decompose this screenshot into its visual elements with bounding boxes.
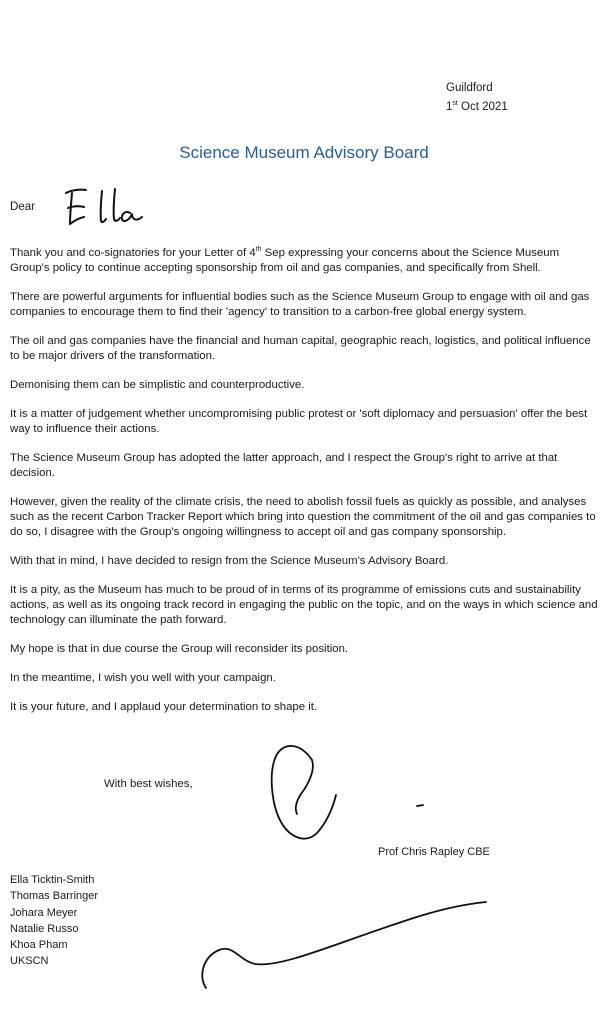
body-paragraph: Thank you and co-signatories for your Letter of 4th Sep expressing your concerns about the Science Museum Group's policy to continue accepting sponsorship from oil and gas companies, and specifically from Shell. xyxy=(10,246,560,274)
recipient-name: Thomas Barringer xyxy=(10,890,99,903)
recipient-name: Ella Ticktin-Smith xyxy=(10,874,95,886)
letter-title: Science Museum Advisory Board xyxy=(179,143,429,162)
body-paragraph: With that in mind, I have decided to resign from the Science Museum's Advisory Board. xyxy=(10,554,449,567)
date-suffix: st xyxy=(452,100,458,107)
recipients-list xyxy=(10,872,98,970)
letter-date xyxy=(446,96,508,115)
salutation: Dear xyxy=(10,201,35,213)
sender-address-block xyxy=(446,80,508,115)
body-paragraph: The oil and gas companies have the financial and human capital, geographic reach, logistics, and political influence to be major drivers of the transformation. xyxy=(10,334,591,362)
letter-body xyxy=(10,242,600,729)
recipient-name: Johara Meyer xyxy=(10,906,78,919)
body-paragraph: It is a pity, as the Museum has much to be proud of in terms of its programme of emissions cuts and sustainability actions, as well as its ongoing track record in engaging the public on the topic, and on the ways in which science and technology can illuminate the path forward. xyxy=(10,583,598,626)
signatory-name: Prof Chris Rapley CBE xyxy=(378,846,490,858)
body-paragraph: It is a matter of judgement whether uncompromising public protest or 'soft diplomacy and persuasion' offer the best way to influence their actions. xyxy=(10,407,588,435)
recipient-name: UKSCN xyxy=(10,955,49,968)
date-day: 1 xyxy=(446,100,453,113)
recipient-name: Natalie Russo xyxy=(10,922,79,935)
body-paragraph: However, given the reality of the climate crisis, the need to abolish fossil fuels as quickly as possible, and analyses such as the recent Carbon Tracker Report which bring into question the commitment of the oil and gas companies to do so, I disagree with the Group's ongoing willingness to accept oil and gas company sponsorship. xyxy=(10,495,596,538)
body-paragraph: There are powerful arguments for influential bodies such as the Science Museum Group to engage with oil and gas companies to encourage them to find their 'agency' to transition to a carbon-free global energy system. xyxy=(10,290,590,318)
sender-location: Guildford xyxy=(446,82,493,94)
body-paragraph: In the meantime, I wish you well with your campaign. xyxy=(10,671,276,684)
handwritten-name-ella xyxy=(66,189,142,224)
date-rest: Oct 2021 xyxy=(457,100,508,113)
body-paragraph: My hope is that in due course the Group will reconsider its position. xyxy=(10,642,349,655)
recipient-name: Khoa Pham xyxy=(10,939,68,952)
body-paragraph: It is your future, and I applaud your determination to shape it. xyxy=(10,700,318,713)
signature-mark xyxy=(202,746,486,988)
body-paragraph: Demonising them can be simplistic and counterproductive. xyxy=(10,378,305,391)
body-paragraph: The Science Museum Group has adopted the latter approach, and I respect the Group's right to arrive at that decision. xyxy=(10,451,558,479)
closing-line: With best wishes, xyxy=(104,778,193,790)
